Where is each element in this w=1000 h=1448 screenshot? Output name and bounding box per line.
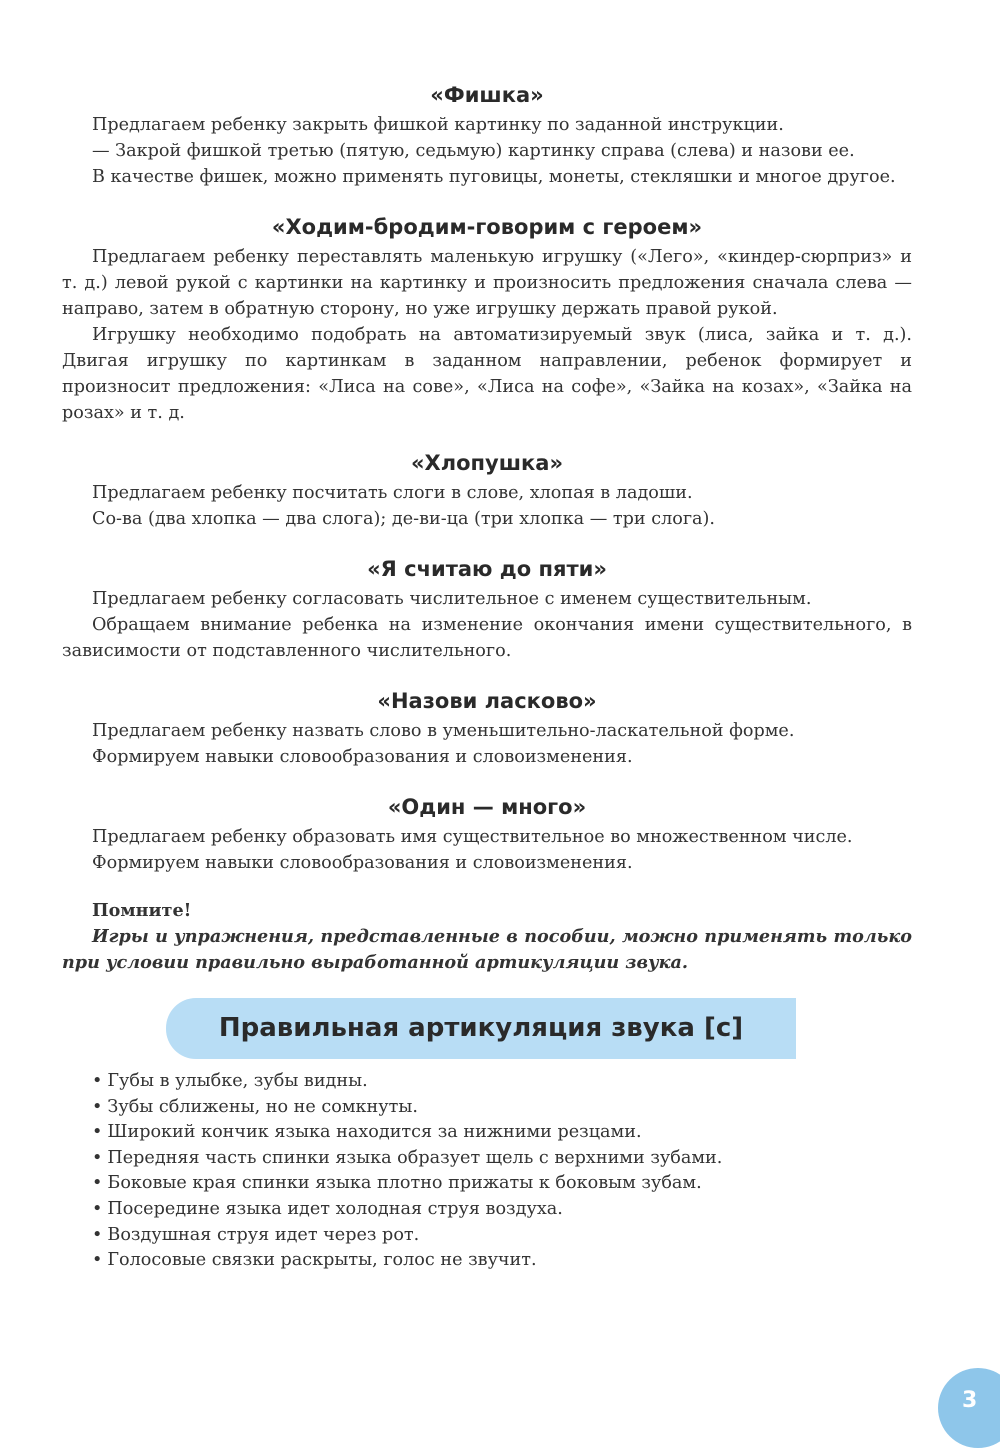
bullet-icon: • [92,1173,103,1194]
paragraph: Формируем навыки словообразования и словоизменения. [92,747,633,767]
list-item-text: Широкий кончик языка находится за нижними резцами. [107,1122,642,1143]
section-ya-schitayu [62,554,912,664]
paragraph: — Закрой фишкой третью (пятую, седьмую) картинку справа (слева) и назови ее. [92,141,855,161]
section-title: «Ходим-бродим-говорим с героем» [271,215,703,239]
section-hlopushka [62,448,912,532]
remember-note [62,898,912,976]
list-item [92,1095,722,1121]
section-nazovi-laskovo [62,686,912,770]
list-item-text: Посередине языка идет холодная струя воздуха. [107,1198,563,1219]
articulation-banner [166,998,796,1059]
paragraph: Предлагаем ребенку образовать имя существительное во множественном числе. [92,827,853,847]
remember-text: Игры и упражнения, представленные в пособии, можно применять только при условии правильно выработанной артикуляции звука. [62,926,912,973]
section-title: «Фишка» [430,83,544,107]
paragraph: Со-ва (два хлопка — два слога); де-ви-ца (три хлопка — три слога). [92,509,716,529]
remember-title: Помните! [92,900,192,921]
section-title: «Один — много» [387,795,587,819]
bullet-icon: • [92,1147,103,1168]
bullet-icon: • [92,1122,103,1143]
section-hodim-brodim [62,212,912,426]
list-item [92,1223,722,1249]
list-item [92,1146,722,1172]
list-item [92,1069,722,1095]
page-number: 3 [962,1388,978,1413]
list-item-text: Голосовые связки раскрыты, голос не звучит. [107,1250,537,1271]
articulation-list [92,1069,722,1274]
list-item-text: Зубы сближены, но не сомкнуты. [107,1096,418,1117]
list-item [92,1248,722,1274]
bullet-icon: • [92,1250,103,1271]
section-title: «Назови ласково» [377,689,597,713]
list-item [92,1171,722,1197]
list-item-text: Воздушная струя идет через рот. [107,1224,420,1245]
list-item-text: Губы в улыбке, зубы видны. [107,1071,368,1091]
list-item [92,1120,722,1146]
paragraph: Обращаем внимание ребенка на изменение окончания имени существительного, в зависимости от подставленного числительного. [62,615,912,661]
page-content [62,80,912,976]
paragraph: Формируем навыки словообразования и словоизменения. [92,853,633,873]
section-odin-mnogo [62,792,912,876]
paragraph: Предлагаем ребенку закрыть фишкой картинку по заданной инструкции. [92,115,784,135]
bullet-icon: • [92,1198,103,1219]
bullet-icon: • [92,1096,103,1117]
articulation-title: Правильная артикуляция звука [с] [218,1013,744,1043]
paragraph: Игрушку необходимо подобрать на автоматизируемый звук (лиса, зайка и т. д.). Двигая игрушку по картинкам в заданном направлении, ребенок формирует и произносит предложения: «Лиса на сове», «Лиса на софе», «Зайка на козах», «Зайка на розах» и т. д. [62,325,912,423]
paragraph: Предлагаем ребенку согласовать числительное с именем существительным. [92,589,812,609]
bullet-icon: • [92,1071,103,1091]
paragraph: Предлагаем ребенку назвать слово в уменьшительно-ласкательной форме. [92,721,795,741]
list-item-text: Передняя часть спинки языка образует щель с верхними зубами. [107,1147,723,1168]
section-fishka [62,80,912,190]
paragraph: В качестве фишек, можно применять пуговицы, монеты, стекляшки и многое другое. [92,167,896,187]
section-title: «Хлопушка» [410,451,564,475]
bullet-icon: • [92,1224,103,1245]
list-item [92,1197,722,1223]
list-item-text: Боковые края спинки языка плотно прижаты к боковым зубам. [107,1173,702,1194]
section-title: «Я считаю до пяти» [367,557,607,581]
paragraph: Предлагаем ребенку посчитать слоги в слове, хлопая в ладоши. [92,483,693,503]
paragraph: Предлагаем ребенку переставлять маленькую игрушку («Лего», «киндер-сюрприз» и т. д.) левой рукой с картинки на картинку и произносить предложения сначала слева — направо, затем в обратную сторону, но уже игрушку держать правой рукой. [62,247,912,319]
